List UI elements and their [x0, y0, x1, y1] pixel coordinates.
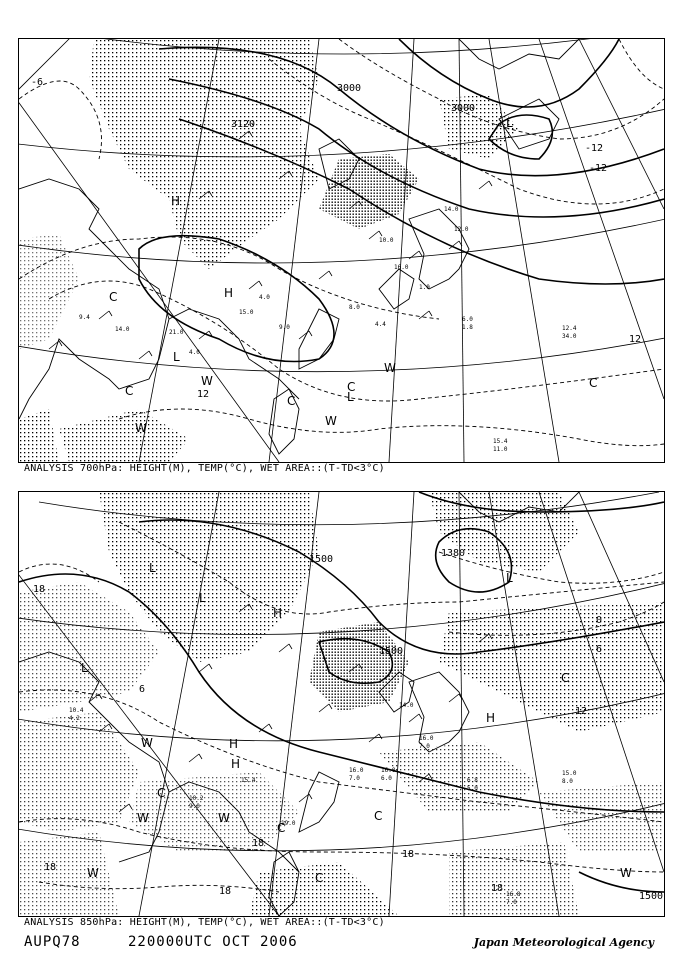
warm-symbol: W	[135, 421, 147, 435]
chart-id-label: AUPQ78	[24, 934, 81, 950]
contour-label: 3000	[337, 83, 362, 94]
map-panel-850hpa	[18, 491, 665, 917]
station-value: 12.4	[562, 325, 577, 332]
cold-symbol: C	[287, 394, 296, 408]
agency-label: Japan Meteorological Agency	[473, 936, 654, 949]
contour-label: 1380	[441, 548, 466, 559]
contour-label: 1500	[309, 554, 334, 565]
high-symbol: H	[171, 194, 181, 208]
temperature-label: 0	[596, 615, 603, 626]
station-value: 19.0	[281, 820, 296, 827]
station-value: 7.0	[419, 743, 430, 750]
valid-time-label: 220000UTC OCT 2006	[128, 934, 298, 950]
warm-symbol: W	[620, 866, 632, 880]
high-symbol: H	[273, 606, 283, 620]
temperature-label: 6	[596, 644, 603, 655]
station-value: 4.0	[259, 294, 270, 301]
station-value: 14.0	[399, 702, 414, 709]
high-symbol: H	[231, 757, 241, 771]
temperature-label: -12	[589, 163, 608, 174]
contour-label: 3120	[231, 119, 256, 130]
station-value: 16.0	[419, 735, 434, 742]
warm-symbol: W	[87, 866, 99, 880]
temperature-label: 12	[197, 389, 210, 400]
station-value: 14.0	[444, 206, 459, 213]
warm-symbol: W	[201, 374, 213, 388]
wet-area-layer	[19, 39, 519, 462]
temperature-label: 18	[33, 584, 46, 595]
station-value: 6.0	[462, 316, 473, 323]
station-value: 15.0	[562, 770, 577, 777]
temperature-label: 18	[44, 862, 57, 873]
high-symbol: H	[486, 711, 496, 725]
map-850hpa	[19, 492, 664, 916]
temperature-label: 18	[252, 838, 265, 849]
cold-symbol: C	[374, 809, 383, 823]
station-value: 7.0	[506, 899, 517, 906]
temperature-label: 18	[491, 883, 504, 894]
low-symbol: L	[506, 571, 513, 585]
temperature-label: 18	[402, 849, 415, 860]
station-value: 34.0	[562, 333, 577, 340]
station-value: 15.4	[241, 777, 256, 784]
station-value: 9.4	[79, 314, 90, 321]
station-value: 15.4	[493, 438, 508, 445]
station-value: 8.0	[562, 778, 573, 785]
station-value: 10.4	[69, 707, 84, 714]
cold-symbol: C	[315, 871, 324, 885]
station-value: 16.8	[506, 891, 521, 898]
station-value: 15.0	[239, 309, 254, 316]
station-value: 11.0	[493, 446, 508, 453]
low-symbol: L	[149, 561, 156, 575]
station-value: 21.0	[169, 329, 184, 336]
warm-symbol: W	[137, 811, 149, 825]
station-value: 16.0	[349, 767, 364, 774]
low-symbol: L	[347, 390, 354, 404]
station-value: 10.0	[379, 237, 394, 244]
station-value: 1.0	[419, 284, 430, 291]
contour-label: 3000	[451, 103, 476, 114]
map-700hpa	[19, 39, 664, 462]
station-value: 1.8	[462, 324, 473, 331]
station-value: 5.0	[467, 785, 478, 792]
low-symbol: L	[199, 591, 206, 605]
warm-symbol: W	[384, 361, 396, 375]
station-value: 12.0	[454, 226, 469, 233]
station-value: 6.8	[467, 777, 478, 784]
station-value: 4.0	[189, 349, 200, 356]
low-symbol: L	[506, 116, 513, 130]
station-value: 4.4	[375, 321, 386, 328]
warm-symbol: W	[218, 811, 230, 825]
station-value: 6.0	[381, 775, 392, 782]
station-value: 4.2	[69, 715, 80, 722]
temperature-label: 6	[139, 684, 146, 695]
warm-symbol: W	[141, 736, 153, 750]
station-value: 7.0	[349, 775, 360, 782]
high-symbol: H	[224, 286, 234, 300]
temperature-label: -12	[585, 143, 604, 154]
panel-caption-850hpa: ANALYSIS 850hPa: HEIGHT(M), TEMP(°C), WET AREA::(T-TD<3°C)	[24, 917, 385, 928]
cold-symbol: C	[125, 384, 134, 398]
station-value: 8.0	[349, 304, 360, 311]
low-symbol: L	[173, 350, 180, 364]
station-value: 16.0	[394, 264, 409, 271]
contour-label: 1500	[379, 646, 404, 657]
cold-symbol: C	[347, 380, 356, 394]
temperature-label: 18	[219, 886, 232, 897]
map-panel-700hpa	[18, 38, 665, 463]
contour-label: 1500	[639, 891, 664, 902]
temperature-label: 12	[629, 334, 642, 345]
station-value: 14.0	[115, 326, 130, 333]
station-value: 9.0	[279, 324, 290, 331]
panel-caption-700hpa: ANALYSIS 700hPa: HEIGHT(M), TEMP(°C), WET AREA::(T-TD<3°C)	[24, 463, 385, 474]
cold-symbol: C	[109, 290, 118, 304]
station-value: 16.0	[381, 767, 396, 774]
warm-symbol: W	[325, 414, 337, 428]
temperature-label: 12	[575, 706, 588, 717]
low-symbol: L	[81, 661, 88, 675]
cold-symbol: C	[277, 821, 286, 835]
station-value: 9.0	[189, 803, 200, 810]
high-symbol: H	[229, 737, 239, 751]
temperature-label: -6	[31, 77, 44, 88]
cold-symbol: C	[561, 671, 570, 685]
cold-symbol: C	[157, 786, 166, 800]
station-value: 10.2	[189, 795, 204, 802]
cold-symbol: C	[589, 376, 598, 390]
